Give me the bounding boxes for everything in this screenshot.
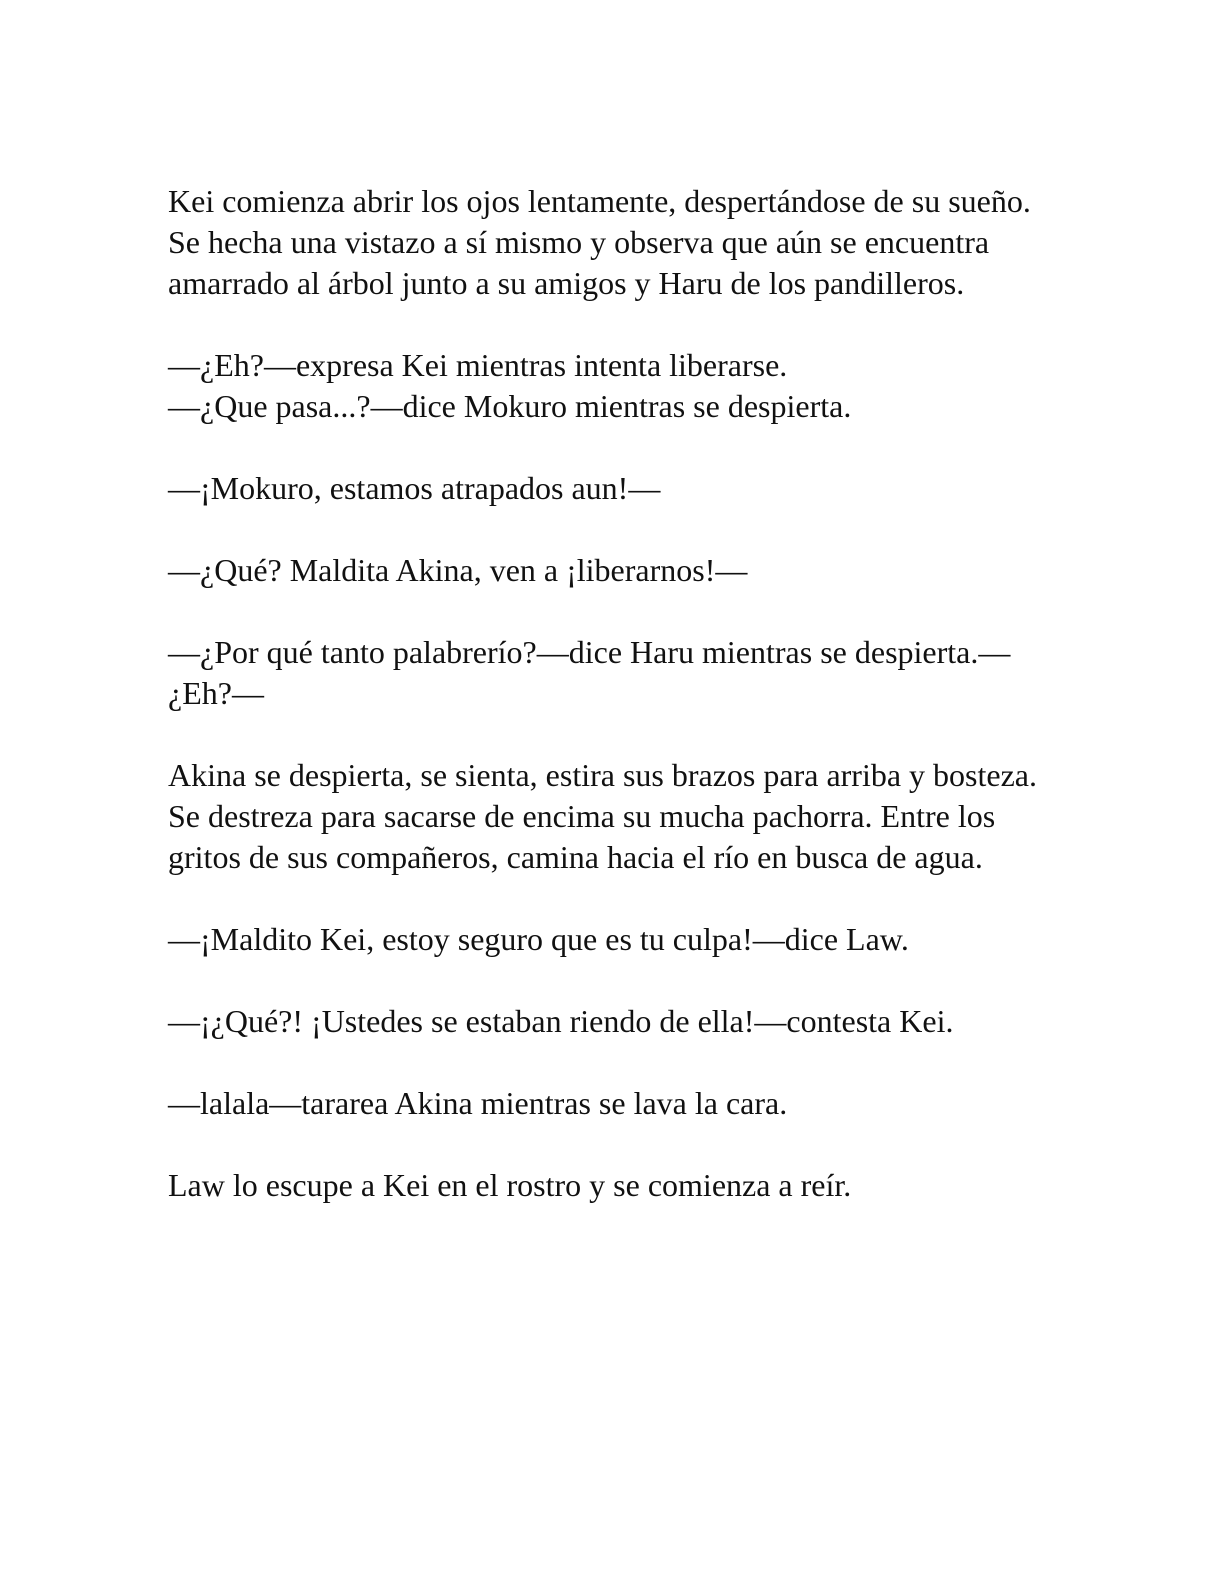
paragraph: Se hecha una vistazo a sí mismo y observa que aún se encuentra amarrado al árbol junto a su amigos y Haru de los pandilleros. xyxy=(168,224,990,301)
paragraph-gap xyxy=(168,427,1068,468)
dialogue-line: —¡¿Qué?! ¡Ustedes se estaban riendo de ella!—contesta Kei. xyxy=(168,1003,954,1039)
dialogue-line: —¿Qué? Maldita Akina, ven a ¡liberarnos!— xyxy=(168,552,748,588)
paragraph: Se destreza para sacarse de encima su mucha pachorra. Entre los gritos de sus compañeros, camina hacia el río en busca de agua. xyxy=(168,798,996,875)
dialogue-line: —lalala—tararea Akina mientras se lava la cara. xyxy=(168,1085,788,1121)
dialogue-line: —¡Maldito Kei, estoy seguro que es tu culpa!—dice Law. xyxy=(168,921,909,957)
paragraph-gap xyxy=(168,1042,1068,1083)
paragraph: Kei comienza abrir los ojos lentamente, despertándose de su sueño. xyxy=(168,183,1031,219)
paragraph-gap xyxy=(168,509,1068,550)
paragraph-gap xyxy=(168,304,1068,345)
paragraph-gap xyxy=(168,591,1068,632)
paragraph-gap xyxy=(168,1124,1068,1165)
dialogue-line: —¿Por qué tanto palabrerío?—dice Haru mientras se despierta.— ¿Eh?— xyxy=(168,634,1011,711)
dialogue-line: —¡Mokuro, estamos atrapados aun!— xyxy=(168,470,661,506)
paragraph: Law lo escupe a Kei en el rostro y se comienza a reír. xyxy=(168,1167,852,1203)
paragraph-gap xyxy=(168,960,1068,1001)
paragraph: Akina se despierta, se sienta, estira sus brazos para arriba y bosteza. xyxy=(168,757,1037,793)
document-body xyxy=(168,181,1068,1206)
paragraph-gap xyxy=(168,714,1068,755)
dialogue-line: —¿Eh?—expresa Kei mientras intenta liberarse. xyxy=(168,347,788,383)
paragraph-gap xyxy=(168,878,1068,919)
dialogue-line: —¿Que pasa...?—dice Mokuro mientras se despierta. xyxy=(168,388,852,424)
